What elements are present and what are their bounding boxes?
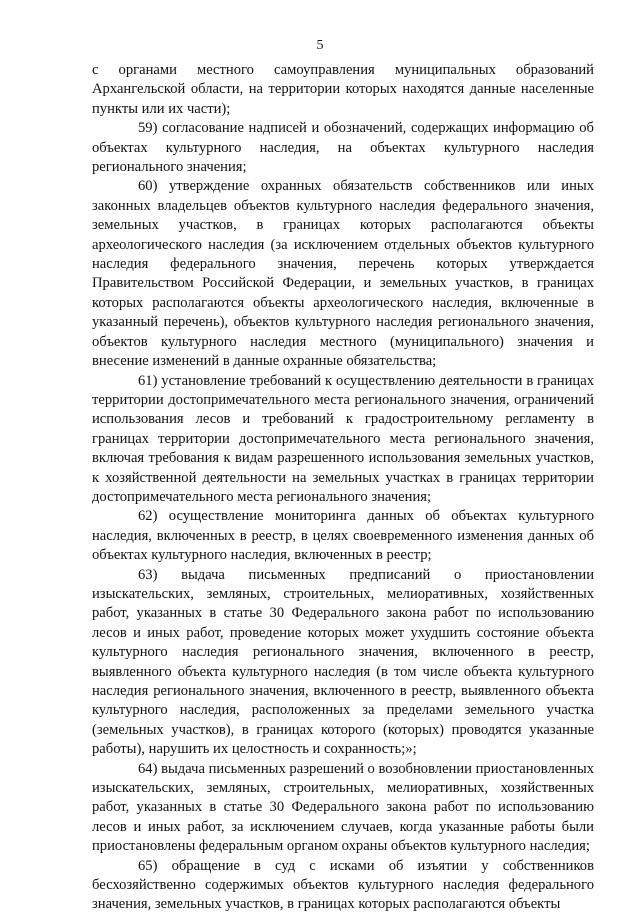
paragraph-item-62: 62) осуществление мониторинга данных об объектах культурного наследия, включенных в реестр, в целях своевременного изменения данных об объектах культурного наследия, включенных в реестр;: [92, 508, 594, 564]
paragraph-item-61: 61) установление требований к осуществлению деятельности в границах территории достопримечательного места регионального значения, ограничений использования лесов и требований к градостроительному регламенту в границах территории достопримечательного места регионального значения, включая требования к видам разрешенного использования земельных участков, к хозяйственной деятельности на земельных участках в границах территории достопримечательного места регионального значения;: [92, 372, 594, 505]
paragraph-continuation: с органами местного самоуправления муниципальных образований Архангельской области, на территории которых находятся данные населенные пункты или их части);: [92, 62, 594, 117]
page-number: 5: [316, 38, 324, 53]
paragraph-item-60: 60) утверждение охранных обязательств собственников или иных законных владельцев объектов культурного наследия федерального значения, земельных участков, в границах которых располагаются объекты археологического наследия (за исключением отдельных объектов культурного наследия федерального значения, перечень которых утверждается Правительством Российской Федерации, и земельных участков, в границах которых располагаются объекты археологического наследия, включенные в указанный перечень), объектов культурного наследия регионального значения, объектов культурного наследия местного (муниципального) значения и внесение изменений в данные охранные обязательства;: [92, 178, 594, 370]
document-body: [92, 61, 594, 915]
paragraph-item-63: 63) выдача письменных предписаний о приостановлении изыскательских, земляных, строительных, мелиоративных, хозяйственных работ, указанных в статье 30 Федерального закона работ по использованию лесов и иных работ, проведение которых может ухудшить состояние объекта культурного наследия регионального значения, включенного в реестр, выявленного объекта культурного наследия (в том числе объекта культурного наследия регионального значения, включенного в реестр, выявленного объекта культурного наследия, расположенных за пределами земельного участка (земельных участков), в границах которого (которых) проводятся указанные работы), нарушить их целостность и сохранность;»;: [92, 566, 594, 758]
paragraph-item-59: 59) согласование надписей и обозначений, содержащих информацию об объектах культурного наследия, на объектах культурного наследия регионального значения;: [92, 120, 594, 176]
paragraph-item-64: 64) выдача письменных разрешений о возобновлении приостановленных изыскательских, земляных, строительных, мелиоративных, хозяйственных работ, указанных в статье 30 Федерального закона работ по использованию лесов и иных работ, за исключением случаев, когда указанные работы были приостановлены федеральным органом охраны объектов культурного наследия;: [92, 760, 594, 855]
paragraph-item-65: 65) обращение в суд с исками об изъятии у собственников бесхозяйственно содержимых объектов культурного наследия федерального значения, земельных участков, в границах которых располагаются объекты: [92, 857, 594, 913]
